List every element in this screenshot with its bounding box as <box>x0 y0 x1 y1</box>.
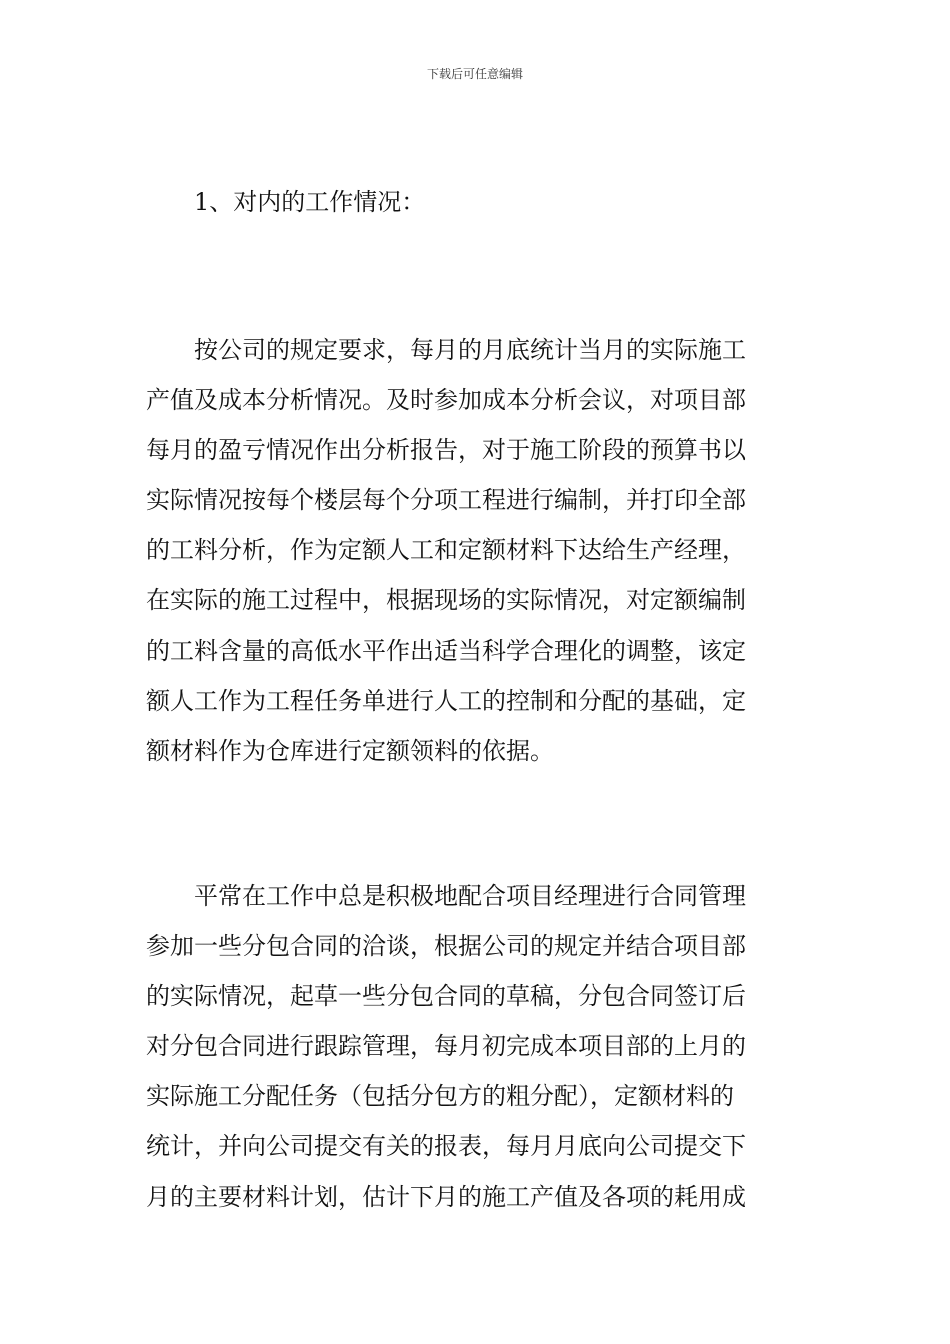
paragraph-line: 平常在工作中总是积极地配合项目经理进行合同管理 <box>146 882 746 910</box>
paragraph-line: 月的主要材料计划，估计下月的施工产值及各项的耗用成 <box>146 1182 746 1211</box>
paragraph-line: 的工料分析，作为定额人工和定额材料下达给生产经理， <box>146 536 746 565</box>
paragraph-contract-management <box>146 871 806 1222</box>
paragraph-line: 额材料作为仓库进行定额领料的依据。 <box>146 736 554 765</box>
paragraph-line: 按公司的规定要求，每月的月底统计当月的实际施工 <box>146 336 746 364</box>
paragraph-line: 对分包合同进行跟踪管理，每月初完成本项目部的上月的 <box>146 1032 746 1061</box>
page-header: 下载后可任意编辑 <box>426 67 523 81</box>
paragraph-line: 参加一些分包合同的洽谈，根据公司的规定并结合项目部 <box>146 932 746 961</box>
paragraph-line: 统计，并向公司提交有关的报表，每月月底向公司提交下 <box>146 1132 746 1161</box>
paragraph-line: 每月的盈亏情况作出分析报告，对于施工阶段的预算书以 <box>146 436 746 465</box>
paragraph-line: 实际情况按每个楼层每个分项工程进行编制，并打印全部 <box>146 486 746 515</box>
paragraph-line: 在实际的施工过程中，根据现场的实际情况，对定额编制 <box>146 586 746 615</box>
paragraph-line: 额人工作为工程任务单进行人工的控制和分配的基础，定 <box>146 686 746 715</box>
section-heading: 1、对内的工作情况： <box>194 188 426 216</box>
paragraph-line: 实际施工分配任务（包括分包方的粗分配），定额材料的 <box>146 1082 734 1111</box>
paragraph-line: 的实际情况，起草一些分包合同的草稿，分包合同签订后 <box>146 982 746 1011</box>
paragraph-line: 的工料含量的高低水平作出适当科学合理化的调整，该定 <box>146 636 746 665</box>
paragraph-internal-work <box>146 325 806 776</box>
paragraph-line: 产值及成本分析情况。及时参加成本分析会议，对项目部 <box>146 386 746 415</box>
